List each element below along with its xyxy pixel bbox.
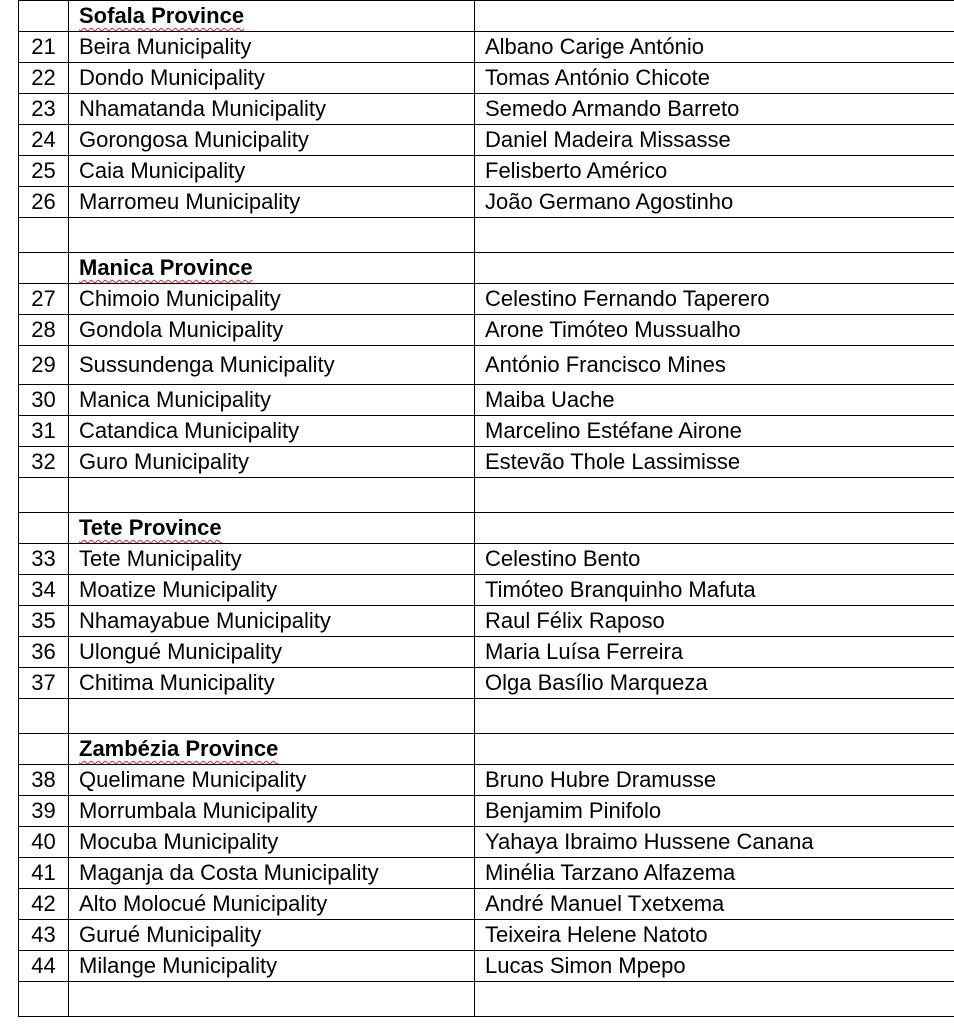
row-number: 37 <box>19 668 69 699</box>
municipality-cell: Milange Municipality <box>69 951 475 982</box>
mayor-name-cell: Raul Félix Raposo <box>475 606 954 637</box>
table-row <box>19 889 954 920</box>
municipality-cell: Beira Municipality <box>69 32 475 63</box>
municipality-cell: Sussundenga Municipality <box>69 346 475 385</box>
mayor-name-cell: Minélia Tarzano Alfazema <box>475 858 954 889</box>
table-row <box>19 32 954 63</box>
row-number: 24 <box>19 125 69 156</box>
province-title: Sofala Province <box>69 1 475 32</box>
municipality-table <box>18 0 954 1017</box>
mayor-name-cell: Olga Basílio Marqueza <box>475 668 954 699</box>
mayor-name-cell: Estevão Thole Lassimisse <box>475 447 954 478</box>
row-number: 32 <box>19 447 69 478</box>
mayor-name-cell: Daniel Madeira Missasse <box>475 125 954 156</box>
table-row <box>19 920 954 951</box>
row-number: 34 <box>19 575 69 606</box>
spacer-row <box>19 982 954 1017</box>
municipality-cell: Gondola Municipality <box>69 315 475 346</box>
mayor-name-cell: Tomas António Chicote <box>475 63 954 94</box>
mayor-name-cell: Marcelino Estéfane Airone <box>475 416 954 447</box>
municipality-cell: Guro Municipality <box>69 447 475 478</box>
row-number: 22 <box>19 63 69 94</box>
row-number: 43 <box>19 920 69 951</box>
row-number: 42 <box>19 889 69 920</box>
municipality-cell: Nhamayabue Municipality <box>69 606 475 637</box>
mayor-name-cell: António Francisco Mines <box>475 346 954 385</box>
table-row <box>19 765 954 796</box>
municipality-cell: Maganja da Costa Municipality <box>69 858 475 889</box>
row-number: 35 <box>19 606 69 637</box>
mayor-name-cell: Lucas Simon Mpepo <box>475 951 954 982</box>
province-header-row <box>19 1 954 32</box>
spacer-row <box>19 699 954 734</box>
municipality-cell: Caia Municipality <box>69 156 475 187</box>
mayor-name-cell: Semedo Armando Barreto <box>475 94 954 125</box>
mayor-name-cell: Yahaya Ibraimo Hussene Canana <box>475 827 954 858</box>
municipality-cell: Tete Municipality <box>69 544 475 575</box>
province-header-row <box>19 513 954 544</box>
municipality-cell: Manica Municipality <box>69 385 475 416</box>
mayor-name-cell: Bruno Hubre Dramusse <box>475 765 954 796</box>
municipality-cell: Gurué Municipality <box>69 920 475 951</box>
municipality-cell: Chitima Municipality <box>69 668 475 699</box>
mayor-name-cell: Teixeira Helene Natoto <box>475 920 954 951</box>
table-row <box>19 796 954 827</box>
mayor-name-cell: Albano Carige António <box>475 32 954 63</box>
row-number: 39 <box>19 796 69 827</box>
row-number: 36 <box>19 637 69 668</box>
table-row <box>19 827 954 858</box>
table-row <box>19 284 954 315</box>
municipality-cell: Mocuba Municipality <box>69 827 475 858</box>
table-row <box>19 346 954 385</box>
row-number: 38 <box>19 765 69 796</box>
municipality-cell: Ulongué Municipality <box>69 637 475 668</box>
mayor-name-cell: André Manuel Txetxema <box>475 889 954 920</box>
table-row <box>19 606 954 637</box>
municipality-cell: Catandica Municipality <box>69 416 475 447</box>
table-row <box>19 63 954 94</box>
table-row <box>19 668 954 699</box>
table-row <box>19 575 954 606</box>
table-row <box>19 187 954 218</box>
row-number: 29 <box>19 346 69 385</box>
mayor-name-cell: Celestino Bento <box>475 544 954 575</box>
row-number: 30 <box>19 385 69 416</box>
municipality-cell: Gorongosa Municipality <box>69 125 475 156</box>
municipality-cell: Quelimane Municipality <box>69 765 475 796</box>
municipality-cell: Chimoio Municipality <box>69 284 475 315</box>
table-row <box>19 315 954 346</box>
table-row <box>19 447 954 478</box>
table-row <box>19 125 954 156</box>
row-number: 27 <box>19 284 69 315</box>
table-row <box>19 416 954 447</box>
table-row <box>19 637 954 668</box>
row-number: 21 <box>19 32 69 63</box>
table-row <box>19 951 954 982</box>
table-row <box>19 544 954 575</box>
row-number: 25 <box>19 156 69 187</box>
mayor-name-cell: João Germano Agostinho <box>475 187 954 218</box>
mayor-name-cell: Benjamim Pinifolo <box>475 796 954 827</box>
mayor-name-cell: Maria Luísa Ferreira <box>475 637 954 668</box>
province-title: Manica Province <box>69 253 475 284</box>
mayor-name-cell: Arone Timóteo Mussualho <box>475 315 954 346</box>
row-number: 44 <box>19 951 69 982</box>
row-number: 33 <box>19 544 69 575</box>
mayor-name-cell: Maiba Uache <box>475 385 954 416</box>
table-row <box>19 94 954 125</box>
municipality-cell: Alto Molocué Municipality <box>69 889 475 920</box>
province-title: Zambézia Province <box>69 734 475 765</box>
province-header-row <box>19 734 954 765</box>
row-number: 31 <box>19 416 69 447</box>
spacer-row <box>19 218 954 253</box>
table-row <box>19 858 954 889</box>
table-row <box>19 156 954 187</box>
row-number: 28 <box>19 315 69 346</box>
mayor-name-cell: Celestino Fernando Taperero <box>475 284 954 315</box>
row-number: 26 <box>19 187 69 218</box>
mayor-name-cell: Felisberto Américo <box>475 156 954 187</box>
municipality-cell: Marromeu Municipality <box>69 187 475 218</box>
row-number: 40 <box>19 827 69 858</box>
municipality-cell: Moatize Municipality <box>69 575 475 606</box>
municipality-cell: Morrumbala Municipality <box>69 796 475 827</box>
mayor-name-cell: Timóteo Branquinho Mafuta <box>475 575 954 606</box>
province-header-row <box>19 253 954 284</box>
province-title: Tete Province <box>69 513 475 544</box>
table-body <box>19 1 954 1017</box>
row-number: 41 <box>19 858 69 889</box>
municipality-cell: Nhamatanda Municipality <box>69 94 475 125</box>
row-number: 23 <box>19 94 69 125</box>
table-row <box>19 385 954 416</box>
spacer-row <box>19 478 954 513</box>
municipality-cell: Dondo Municipality <box>69 63 475 94</box>
